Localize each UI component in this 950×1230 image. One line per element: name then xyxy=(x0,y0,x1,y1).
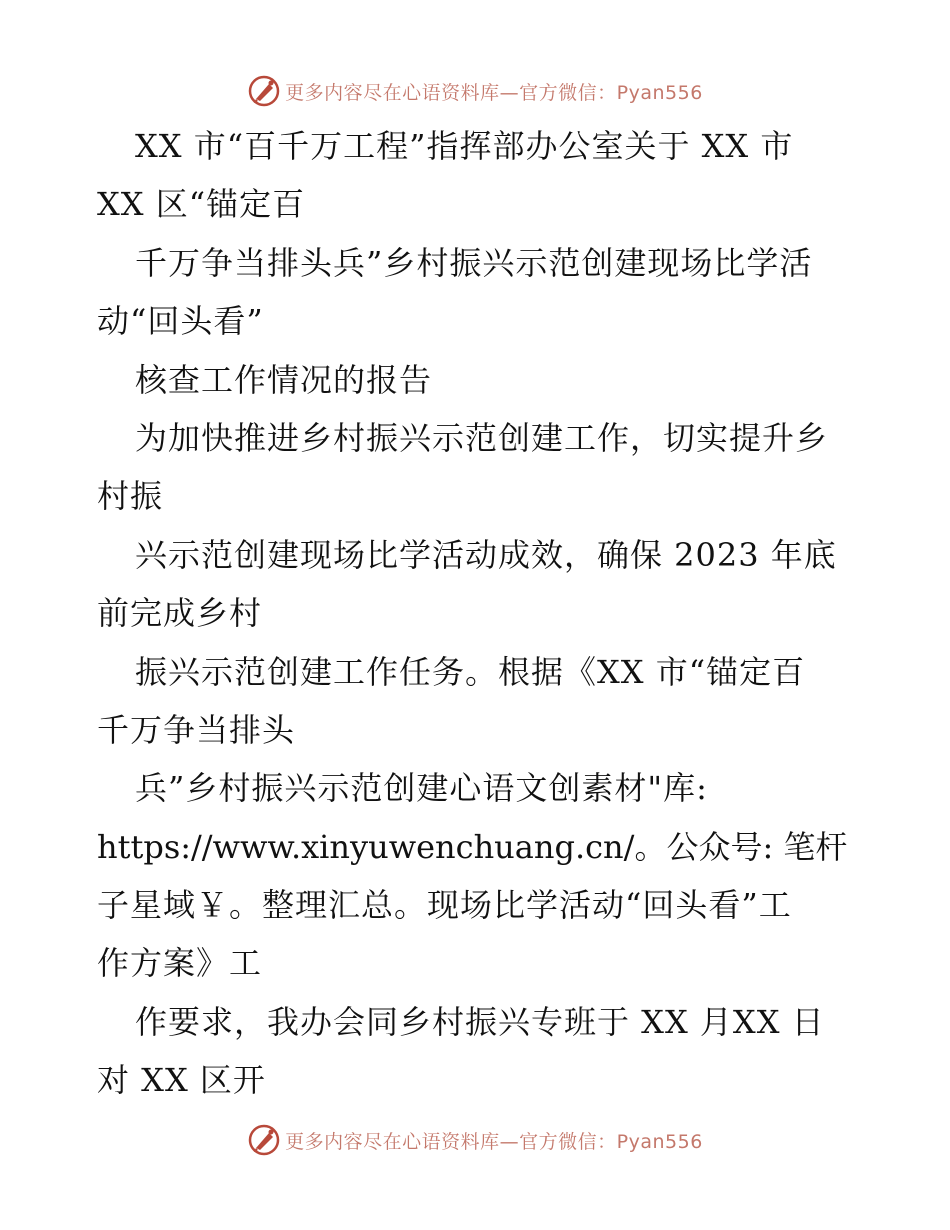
text-line: 作方案》工 xyxy=(97,944,263,983)
pen-logo-icon xyxy=(247,1123,281,1157)
text-line: 兵”乡村振兴示范创建心语文创素材"库: xyxy=(135,769,708,808)
header-banner xyxy=(0,71,950,111)
text-line: 振兴示范创建工作任务。根据《XX 市“锚定百 xyxy=(135,652,806,691)
footer-banner xyxy=(0,1120,950,1160)
text-line: https://www.xinyuwenchuang.cn/。公众号: 笔杆 xyxy=(97,827,848,866)
text-line: 作要求，我办会同乡村振兴专班于 XX 月XX 日 xyxy=(135,1002,825,1041)
text-line: 子星域￥。整理汇总。现场比学活动“回头看”工 xyxy=(97,886,792,925)
text-line: 动“回头看” xyxy=(97,302,264,341)
text-line: 村振 xyxy=(97,477,164,516)
text-line: 为加快推进乡村振兴示范创建工作，切实提升乡 xyxy=(135,418,829,457)
banner-text: 更多内容尽在心语资料库—官方微信：Pyan556 xyxy=(285,81,703,104)
text-line: 对 XX 区开 xyxy=(97,1061,266,1100)
text-line: 前完成乡村 xyxy=(97,594,263,633)
banner-text: 更多内容尽在心语资料库—官方微信：Pyan556 xyxy=(285,1130,703,1153)
text-line: 兴示范创建现场比学活动成效，确保 2023 年底 xyxy=(135,535,837,574)
text-line: XX 市“百千万工程”指挥部办公室关于 XX 市 xyxy=(135,127,794,165)
text-line: 千万争当排头兵”乡村振兴示范创建现场比学活 xyxy=(135,243,813,282)
text-line: 核查工作情况的报告 xyxy=(135,360,433,399)
pen-logo-icon xyxy=(247,74,281,108)
text-line: 千万争当排头 xyxy=(97,710,296,749)
document-body xyxy=(97,117,857,1110)
text-line: XX 区“锚定百 xyxy=(97,185,306,224)
